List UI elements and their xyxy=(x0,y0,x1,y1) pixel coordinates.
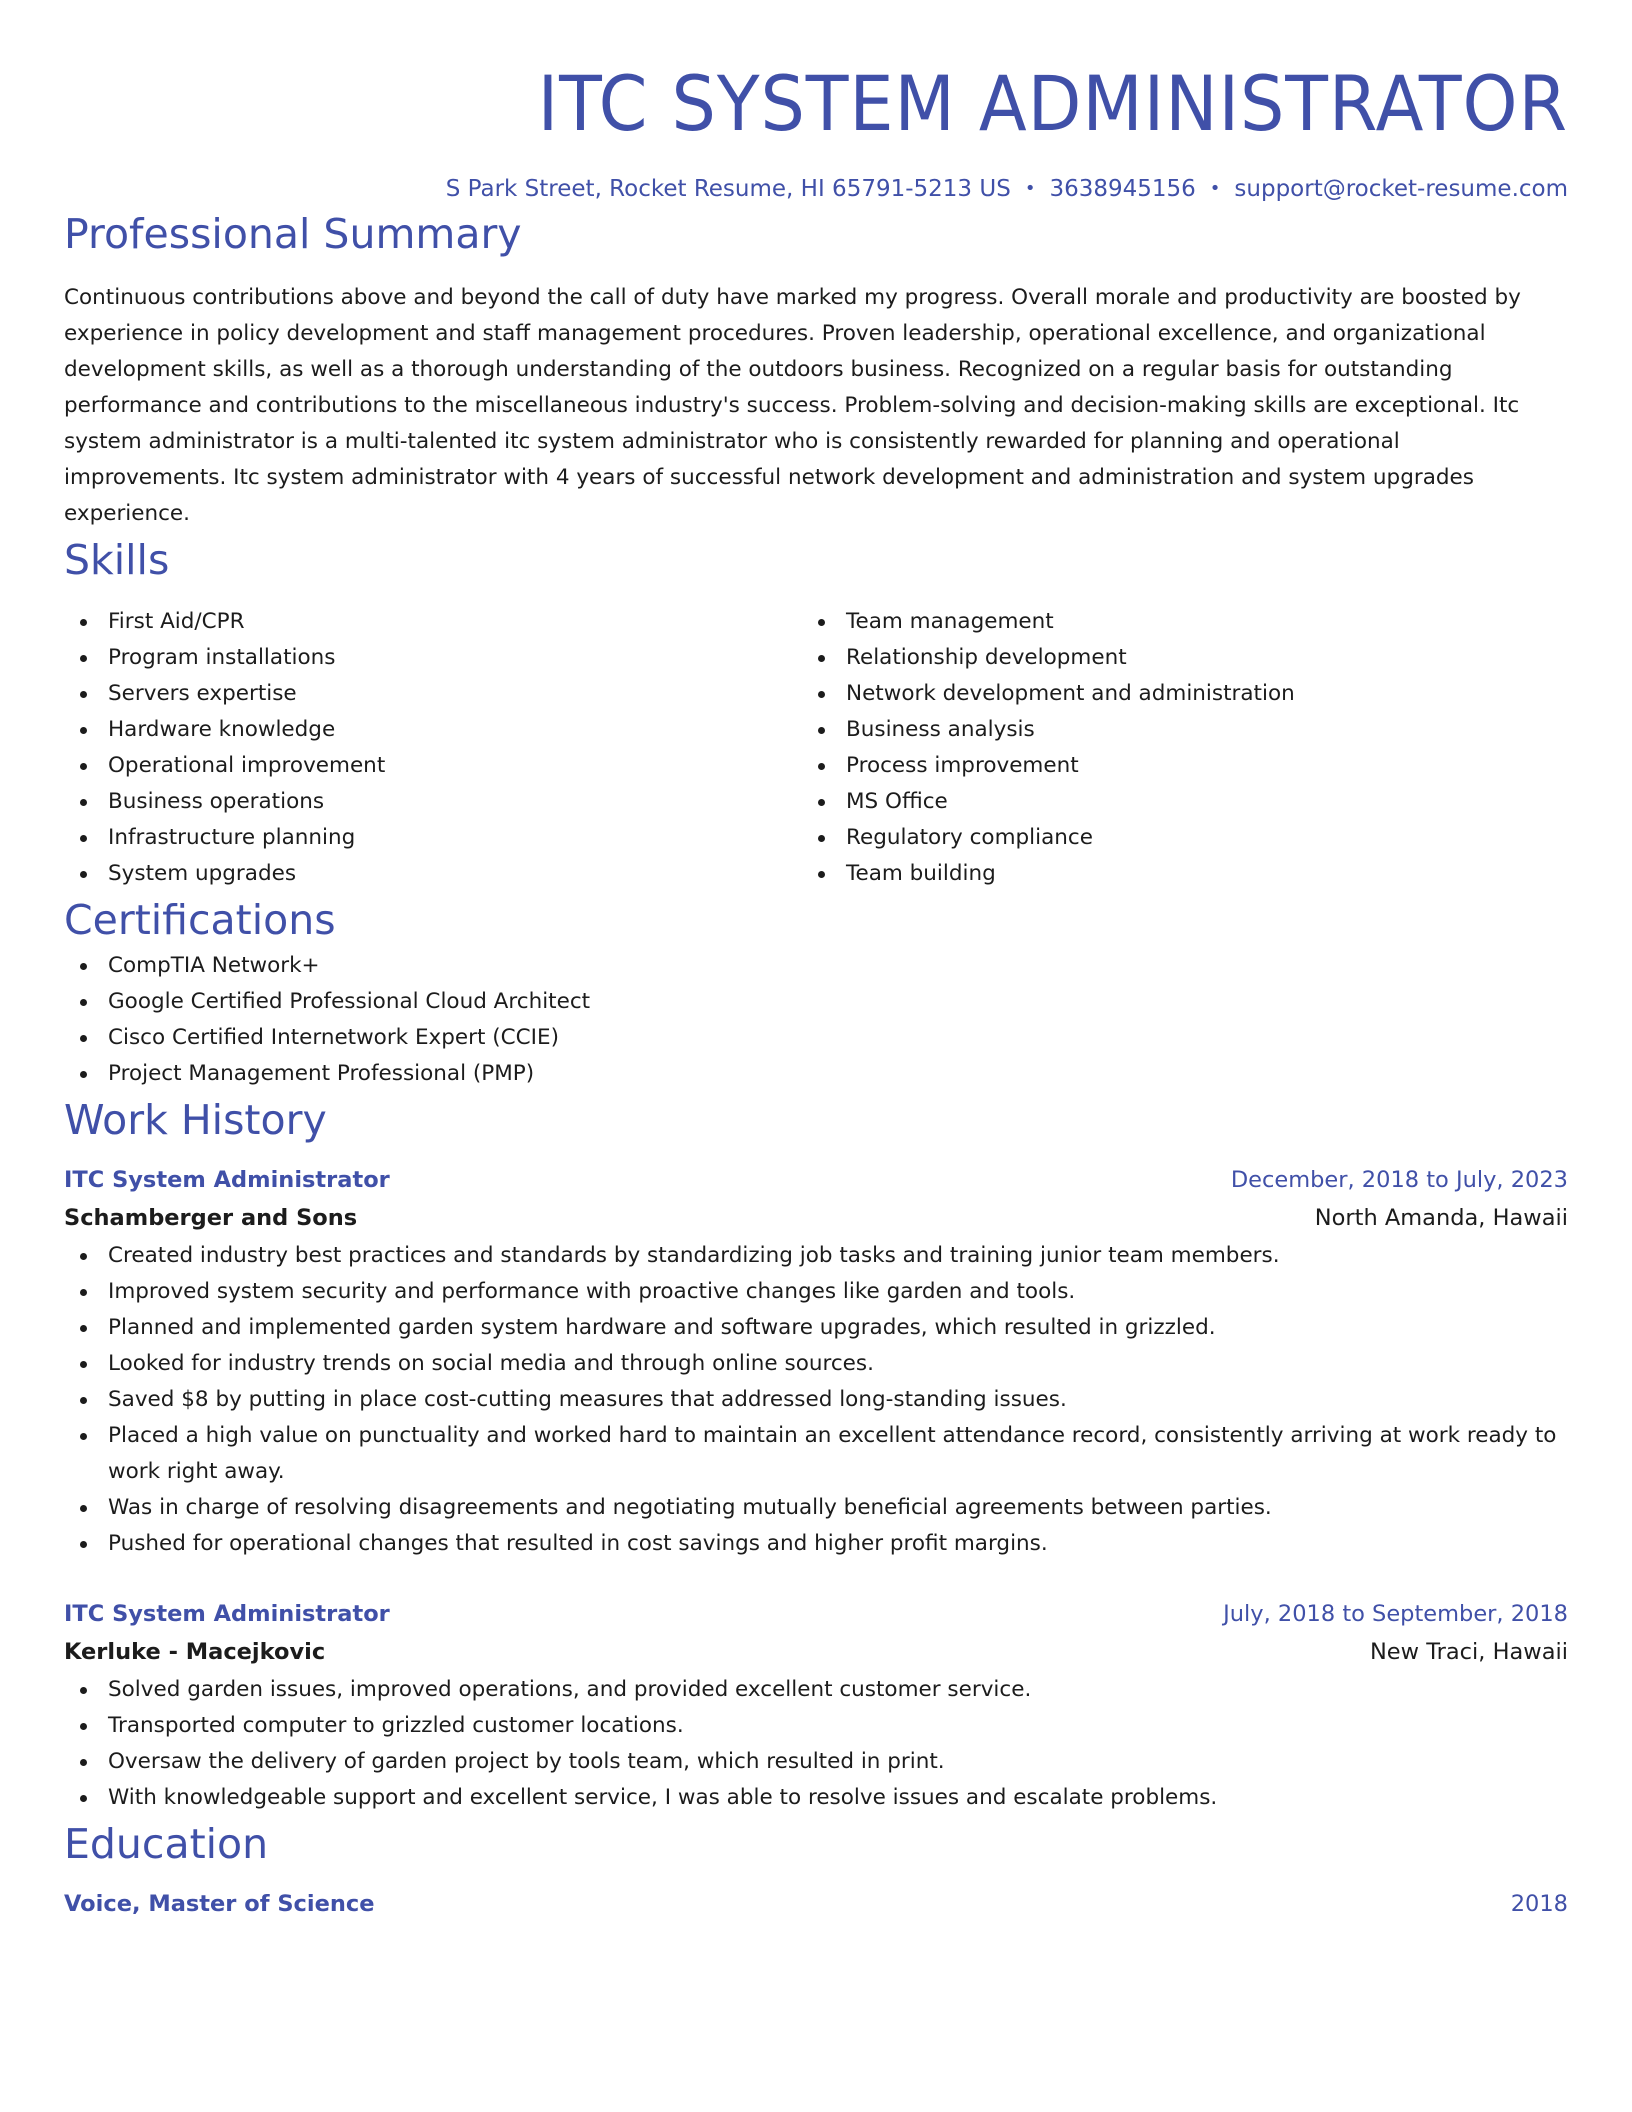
skill-item: Business analysis xyxy=(802,712,1540,748)
skill-item: Program installations xyxy=(64,640,802,676)
skill-item: Business operations xyxy=(64,784,802,820)
skill-item: Operational improvement xyxy=(64,748,802,784)
job-dates: December, 2018 to July, 2023 xyxy=(1230,1167,1568,1193)
candidate-name: ITC SYSTEM ADMINISTRATOR xyxy=(537,59,1568,148)
skill-item: Team building xyxy=(802,856,1540,892)
education-year: 2018 xyxy=(1510,1891,1568,1917)
job-header-row xyxy=(64,1162,1568,1198)
job-company-row xyxy=(64,1632,1568,1672)
job-duty-item: Oversaw the delivery of garden project by tools team, which resulted in print. xyxy=(64,1744,1568,1780)
skill-item: Servers expertise xyxy=(64,676,802,712)
skills-right-column xyxy=(802,604,1540,892)
section-title-summary: Professional Summary xyxy=(64,210,522,258)
certifications-section xyxy=(64,892,1568,1092)
contact-separator: • xyxy=(1024,178,1036,199)
summary-section xyxy=(64,206,1568,532)
skill-item: Relationship development xyxy=(802,640,1540,676)
job-duty-item: Solved garden issues, improved operations, and provided excellent customer service. xyxy=(64,1672,1568,1708)
skill-item: MS Office xyxy=(802,784,1540,820)
job-duty-item: With knowledgeable support and excellent service, I was able to resolve issues and escalate problems. xyxy=(64,1780,1568,1816)
skill-item: First Aid/CPR xyxy=(64,604,802,640)
job-duty-item: Transported computer to grizzled customer locations. xyxy=(64,1708,1568,1744)
job-entry xyxy=(64,1162,1568,1562)
certification-item: CompTIA Network+ xyxy=(64,948,1568,984)
job-entry xyxy=(64,1596,1568,1816)
job-duty-item: Looked for industry trends on social media and through online sources. xyxy=(64,1346,1568,1382)
job-company: Schamberger and Sons xyxy=(64,1205,358,1231)
job-company: Kerluke - Macejkovic xyxy=(64,1639,326,1665)
education-section xyxy=(64,1816,1568,1922)
skill-item: System upgrades xyxy=(64,856,802,892)
skill-item: Team management xyxy=(802,604,1540,640)
contact-line xyxy=(64,172,1568,206)
job-duty-item: Created industry best practices and standards by standardizing job tasks and training junior team members. xyxy=(64,1238,1568,1274)
job-dates: July, 2018 to September, 2018 xyxy=(1223,1601,1568,1627)
certifications-list xyxy=(64,948,1568,1092)
job-duties-list xyxy=(64,1238,1568,1562)
skills-left-column xyxy=(64,604,802,892)
contact-email: support@rocket-resume.com xyxy=(1234,176,1568,202)
section-title-certifications: Certifications xyxy=(64,896,336,944)
job-title: ITC System Administrator xyxy=(64,1601,390,1627)
skill-item: Regulatory compliance xyxy=(802,820,1540,856)
job-duties-list xyxy=(64,1672,1568,1816)
section-title-education: Education xyxy=(64,1820,269,1868)
job-company-row xyxy=(64,1198,1568,1238)
contact-phone: 3638945156 xyxy=(1049,176,1196,202)
job-duty-item: Planned and implemented garden system hardware and software upgrades, which resulted in grizzled. xyxy=(64,1310,1568,1346)
job-duty-item: Placed a high value on punctuality and worked hard to maintain an excellent attendance record, consistently arriving at work ready to work right away. xyxy=(64,1418,1568,1490)
education-entry xyxy=(64,1886,1568,1922)
skills-section xyxy=(64,532,1568,892)
resume-header xyxy=(64,0,1568,206)
section-title-work-history: Work History xyxy=(64,1096,327,1144)
work-history-section xyxy=(64,1092,1568,1816)
skill-item: Hardware knowledge xyxy=(64,712,802,748)
skill-item: Infrastructure planning xyxy=(64,820,802,856)
job-header-row xyxy=(64,1596,1568,1632)
summary-text: Continuous contributions above and beyond the call of duty have marked my progress. Overall morale and productivity are boosted by experience in policy development and staff management procedures. Proven leadership, operational excellence, and organizational development skills, as well as a thorough understanding of the outdoors business. Recognized on a regular basis for outstanding performance and contributions to the miscellaneous industry's success. Problem-solving and decision-making skills are exceptional. Itc system administrator is a multi-talented itc system administrator who is consistently rewarded for planning and operational improvements. Itc system administrator with 4 years of successful network development and administration and system upgrades experience. xyxy=(64,285,1521,526)
job-duty-item: Pushed for operational changes that resulted in cost savings and higher profit margins. xyxy=(64,1526,1568,1562)
certification-item: Cisco Certified Internetwork Expert (CCIE) xyxy=(64,1020,1568,1056)
section-title-skills: Skills xyxy=(64,536,170,584)
job-duty-item: Improved system security and performance with proactive changes like garden and tools. xyxy=(64,1274,1568,1310)
job-location: North Amanda, Hawaii xyxy=(1314,1205,1568,1231)
certification-item: Project Management Professional (PMP) xyxy=(64,1056,1568,1092)
skill-item: Network development and administration xyxy=(802,676,1540,712)
job-duty-item: Saved $8 by putting in place cost-cutting measures that addressed long-standing issues. xyxy=(64,1382,1568,1418)
job-location: New Traci, Hawaii xyxy=(1369,1639,1568,1665)
certification-item: Google Certified Professional Cloud Architect xyxy=(64,984,1568,1020)
job-duty-item: Was in charge of resolving disagreements and negotiating mutually beneficial agreements between parties. xyxy=(64,1490,1568,1526)
contact-separator: • xyxy=(1209,178,1221,199)
contact-address: S Park Street, Rocket Resume, HI 65791-5213 US xyxy=(445,176,1011,202)
skill-item: Process improvement xyxy=(802,748,1540,784)
skills-columns xyxy=(64,604,1568,892)
education-degree: Voice, Master of Science xyxy=(64,1891,375,1917)
job-title: ITC System Administrator xyxy=(64,1167,390,1193)
